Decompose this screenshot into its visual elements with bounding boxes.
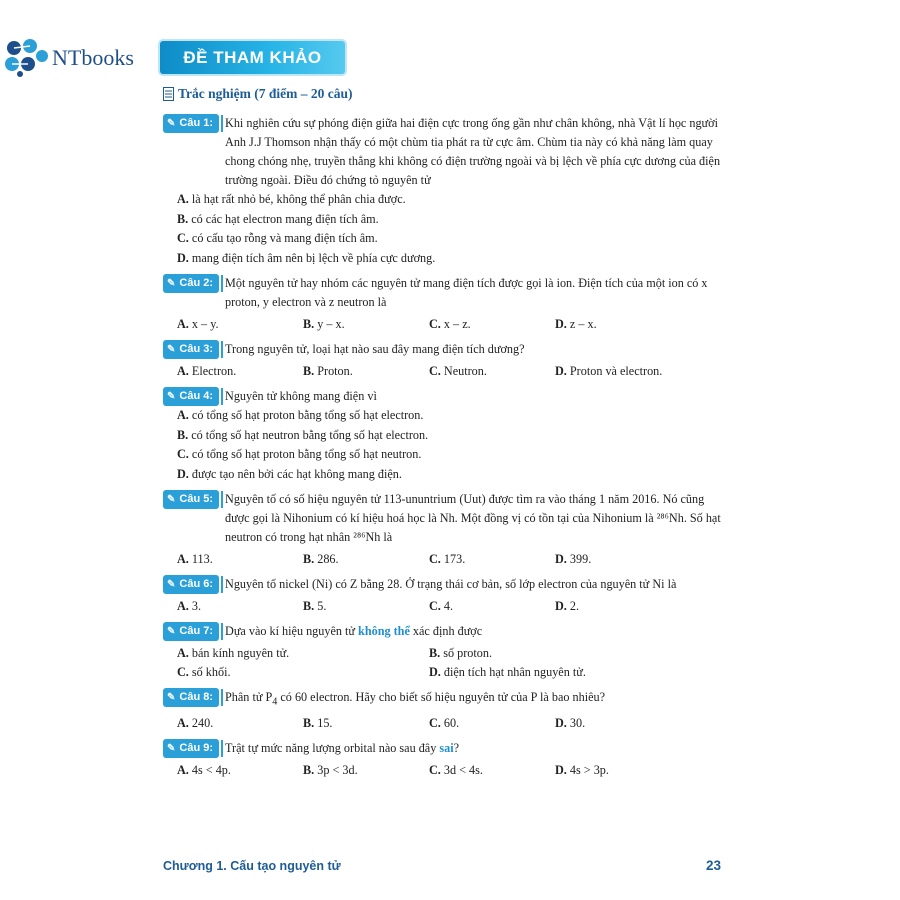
question-badge [163, 688, 219, 707]
question-6 [163, 575, 725, 616]
options-row [163, 315, 725, 334]
option-d[interactable]: D. được tạo nên bởi các hạt không mang điện. [177, 466, 402, 481]
page-number: 23 [706, 858, 722, 873]
section-title: Trắc nghiệm (7 điểm – 20 câu) [178, 86, 353, 101]
option-d[interactable]: D. 4s > 3p. [555, 763, 609, 778]
option-b[interactable]: B. số proton. [429, 646, 492, 660]
option-a[interactable]: A. có tổng số hạt proton bằng tổng số hạt electron. [177, 408, 424, 422]
option-d[interactable]: D. 399. [555, 552, 592, 566]
question-1 [163, 114, 725, 268]
option-b[interactable]: B. 15. [303, 716, 333, 731]
options-list [163, 190, 725, 268]
question-4 [163, 387, 725, 484]
exam-banner [160, 41, 345, 74]
option-a[interactable]: A. 240. [177, 716, 214, 731]
question-text: Trật tự mức năng lượng orbital nào sau đây sai? [225, 741, 460, 756]
option-c[interactable]: C. số khối. [177, 665, 231, 679]
pencil-icon: ✎ [167, 278, 176, 289]
option-c[interactable]: C. x – z. [429, 317, 471, 331]
document-icon [163, 87, 174, 101]
question-badge [163, 340, 219, 359]
options-row [163, 597, 725, 616]
option-a[interactable]: A. 113. [177, 552, 213, 566]
brand-name: NTbooks [52, 45, 134, 70]
option-a[interactable]: A. là hạt rất nhỏ bé, không thể phân chia được. [177, 192, 406, 206]
brand-logo [4, 38, 134, 78]
option-d[interactable]: D. 2. [555, 599, 580, 613]
question-label: Câu 2: [179, 277, 214, 289]
pencil-icon: ✎ [167, 743, 176, 755]
question-8 [163, 688, 725, 733]
question-label: Câu 3: [179, 343, 214, 355]
question-text: Khi nghiên cứu sự phóng điện giữa hai điện cực trong ống gần như chân không, nhà Vật lí học người Anh J.J Thomson nhận thấy có một chùm tia phát ra từ cực âm. Chùm tia này có khả năng làm quay chong chóng nhẹ, truyền thẳng khi không có điện trường ngoài và bị lệch về phía cực dương của điện trường ngoài. Điều đó chứng tỏ nguyên tử [225, 116, 721, 187]
option-b[interactable]: B. có tổng số hạt neutron bằng tổng số hạt electron. [177, 427, 429, 442]
molecule-logo-icon [4, 38, 50, 78]
options-row [163, 550, 725, 569]
pencil-icon: ✎ [167, 692, 176, 703]
option-c[interactable]: C. có tổng số hạt proton bằng tổng số hạt neutron. [177, 447, 422, 461]
question-text: Nguyên tử không mang điện vì [225, 389, 377, 403]
pencil-icon: ✎ [167, 391, 176, 402]
question-badge [163, 575, 219, 594]
option-c[interactable]: C. Neutron. [429, 364, 487, 378]
option-a[interactable]: A. 4s < 4p. [177, 763, 231, 778]
question-label: Câu 1: [179, 117, 214, 129]
options-row [163, 761, 725, 780]
question-list [163, 108, 725, 780]
question-text: Nguyên tố có số hiệu nguyên tử 113-ununtrium (Uut) được tìm ra vào tháng 1 năm 2016. Nó cũng được gọi là Nihonium có kí hiệu hoá học là Nh. Một đồng vị có tồn tại của Nihonium là ²⁸⁶Nh. Số hạt neutron có trong hạt nhân ²⁸⁶Nh là [225, 492, 721, 544]
highlight-text: sai [439, 741, 454, 756]
pencil-icon: ✎ [167, 626, 176, 637]
question-label: Câu 6: [179, 578, 214, 590]
options-list [163, 406, 725, 484]
question-label: Câu 4: [179, 390, 214, 402]
question-badge [163, 387, 219, 406]
option-a[interactable]: A. Electron. [177, 364, 237, 378]
option-d[interactable]: D. 30. [555, 716, 586, 731]
option-c[interactable]: C. 3d < 4s. [429, 763, 483, 778]
option-a[interactable]: A. x – y. [177, 317, 219, 331]
option-c[interactable]: C. 173. [429, 552, 466, 566]
options-row [163, 714, 725, 733]
pencil-icon: ✎ [167, 118, 176, 129]
question-3 [163, 340, 725, 381]
option-d[interactable]: D. z – x. [555, 317, 597, 331]
question-label: Câu 5: [179, 493, 214, 505]
highlight-text: không thể [358, 624, 410, 638]
question-badge [163, 114, 219, 133]
option-b[interactable]: B. Proton. [303, 364, 353, 378]
option-d[interactable]: D. Proton và electron. [555, 364, 663, 378]
option-a[interactable]: A. bán kính nguyên tử. [177, 646, 290, 660]
option-b[interactable]: B. 286. [303, 552, 339, 566]
option-d[interactable]: D. điện tích hạt nhân nguyên tử. [429, 665, 586, 679]
option-a[interactable]: A. 3. [177, 599, 202, 613]
question-badge [163, 274, 219, 293]
question-text: Phân tử $P_4$ có 60 electron. Hãy cho biết số hiệu nguyên tử của P là bao nhiêu? [225, 690, 606, 708]
chapter-title: Chương 1. Cấu tạo nguyên tử [163, 859, 341, 873]
pencil-icon: ✎ [167, 344, 176, 355]
option-c[interactable]: C. có cấu tạo rỗng và mang điện tích âm. [177, 231, 378, 245]
option-b[interactable]: B. 5. [303, 599, 327, 613]
option-c[interactable]: C. 4. [429, 599, 454, 613]
question-badge [163, 490, 219, 509]
option-b[interactable]: B. y – x. [303, 317, 345, 331]
option-b[interactable]: B. 3p < 3d. [303, 763, 358, 778]
options-grid [163, 644, 725, 682]
question-text: Trong nguyên tử, loại hạt nào sau đây mang điện tích dương? [225, 342, 525, 356]
question-badge [163, 622, 219, 641]
pencil-icon: ✎ [167, 494, 176, 505]
question-2 [163, 274, 725, 334]
question-text: Một nguyên tử hay nhóm các nguyên tử mang điện tích được gọi là ion. Điện tích của một ion có x proton, y electron và z neutron là [225, 276, 708, 309]
question-9 [163, 739, 725, 780]
pencil-icon: ✎ [167, 579, 176, 590]
section-heading [163, 86, 352, 102]
question-label: Câu 9: [179, 742, 214, 755]
question-text: Dựa vào kí hiệu nguyên tử không thể xác định được [225, 624, 483, 638]
question-5 [163, 490, 725, 569]
option-b[interactable]: B. có các hạt electron mang điện tích âm. [177, 211, 379, 226]
question-label: Câu 7: [179, 625, 214, 637]
question-badge [163, 739, 219, 758]
question-label: Câu 8: [179, 691, 214, 703]
banner-title: ĐỀ THAM KHẢO [183, 47, 322, 67]
option-c[interactable]: C. 60. [429, 716, 460, 731]
question-text: Nguyên tố nickel (Ni) có Z bằng 28. Ở trạng thái cơ bản, số lớp electron của nguyên tử Ni là [225, 577, 677, 591]
options-row [163, 362, 725, 381]
option-d[interactable]: D. mang điện tích âm nên bị lệch về phía cực dương. [177, 250, 436, 265]
question-7 [163, 622, 725, 682]
